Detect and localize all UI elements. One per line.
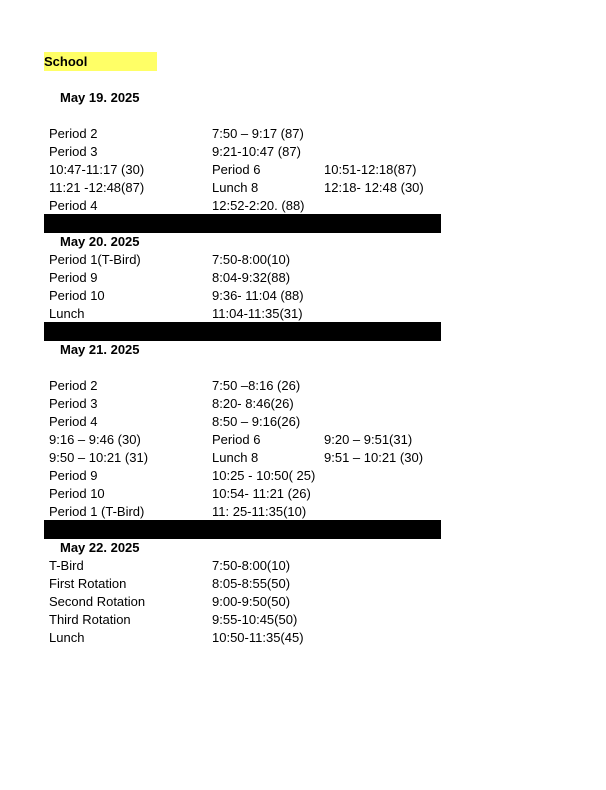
cell: Period 4 (49, 198, 98, 213)
day-title: May 20. 2025 (60, 234, 140, 249)
cell: Period 2 (49, 378, 98, 393)
cell: Period 6 (212, 162, 261, 177)
cell: Lunch (49, 630, 85, 645)
day-title: May 19. 2025 (60, 90, 140, 105)
cell: 7:50 – 9:17 (87) (212, 126, 304, 141)
cell: 8:04-9:32(88) (212, 270, 291, 285)
cell: Period 10 (49, 288, 105, 303)
cell: T-Bird (49, 558, 84, 573)
cell: Period 9 (49, 270, 98, 285)
school-label: School (44, 52, 157, 71)
cell: 9:55-10:45(50) (212, 612, 298, 627)
cell: 10:51-12:18(87) (324, 162, 417, 177)
cell: 10:47-11:17 (30) (49, 162, 145, 177)
divider-bar (44, 520, 441, 539)
cell: Period 2 (49, 126, 98, 141)
cell: Lunch (49, 306, 85, 321)
cell: First Rotation (49, 576, 127, 591)
cell: 10:25 - 10:50( 25) (212, 468, 316, 483)
cell: 11: 25-11:35(10) (212, 504, 307, 519)
cell: Period 10 (49, 486, 105, 501)
cell: Period 1(T-Bird) (49, 252, 141, 267)
cell: 11:21 -12:48(87) (49, 180, 145, 195)
cell: Period 6 (212, 432, 261, 447)
cell: 7:50-8:00(10) (212, 558, 291, 573)
cell: 8:20- 8:46(26) (212, 396, 294, 411)
cell: Third Rotation (49, 612, 131, 627)
cell: Period 4 (49, 414, 98, 429)
cell: 9:50 – 10:21 (31) (49, 450, 149, 465)
divider-bar (44, 214, 441, 233)
cell: 9:36- 11:04 (88) (212, 288, 304, 303)
divider-bar (44, 322, 441, 341)
cell: 12:18- 12:48 (30) (324, 180, 424, 195)
cell: 10:54- 11:21 (26) (212, 486, 311, 501)
cell: 11:04-11:35(31) (212, 306, 303, 321)
cell: 12:52-2:20. (88) (212, 198, 305, 213)
cell: 7:50 –8:16 (26) (212, 378, 301, 393)
cell: Lunch 8 (212, 450, 259, 465)
cell: 9:20 – 9:51(31) (324, 432, 413, 447)
cell: 10:50-11:35(45) (212, 630, 304, 645)
cell: 8:05-8:55(50) (212, 576, 291, 591)
day-title: May 21. 2025 (60, 342, 140, 357)
cell: Period 3 (49, 144, 98, 159)
cell: Period 9 (49, 468, 98, 483)
cell: 7:50-8:00(10) (212, 252, 291, 267)
cell: 8:50 – 9:16(26) (212, 414, 301, 429)
day-title: May 22. 2025 (60, 540, 140, 555)
cell: 9:00-9:50(50) (212, 594, 291, 609)
cell: Lunch 8 (212, 180, 259, 195)
cell: Period 3 (49, 396, 98, 411)
cell: Period 1 (T-Bird) (49, 504, 145, 519)
cell: 9:21-10:47 (87) (212, 144, 301, 159)
cell: 9:16 – 9:46 (30) (49, 432, 141, 447)
cell: 9:51 – 10:21 (30) (324, 450, 424, 465)
cell: Second Rotation (49, 594, 146, 609)
